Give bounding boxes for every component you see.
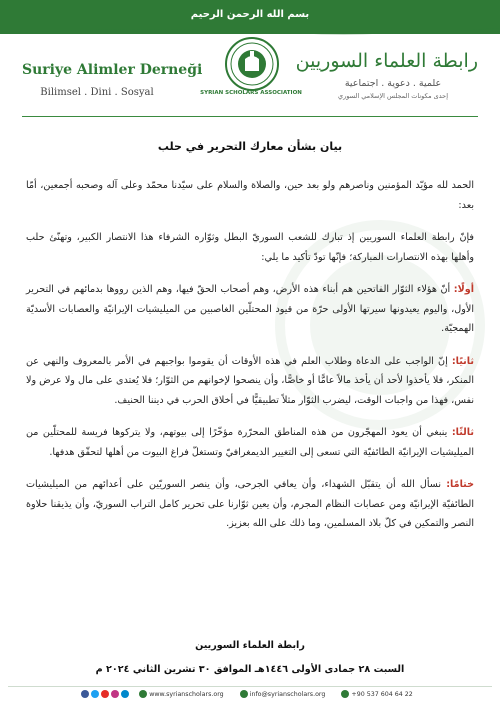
- paragraph-second: ثانيًا: إنّ الواجب على الدعاة وطلاب العلم في هذه الأوقات أن يقوموا بواجبهم في الأمر بالمعروف والنهي عن المنكر، فلا يأخذوا لأحد أن يأخذ مالاً عامًّا أو خاصًّا، وأن ينصحوا لإخوانهم من الثوّار؛ فلا يُعتدى على مال ولا عرض ولا نفس، فهذا من واجبات الوقت، ليضرب الثوّار مثلاً تطبيقيًّا في أخلاق الحرب في ديننا الحنيف.: [26, 355, 474, 406]
- signature-block: [0, 634, 500, 682]
- facebook-icon[interactable]: [81, 690, 89, 698]
- org-en-subtitle: Bilimsel . Dini . Sosyal: [40, 87, 154, 98]
- org-name-english: [22, 62, 203, 98]
- footer-contacts: [0, 690, 500, 698]
- instagram-icon[interactable]: [111, 690, 119, 698]
- footer: [0, 684, 500, 707]
- org-ar-subtitle: علمية . دعوية . اجتماعية: [344, 78, 442, 89]
- point-label: ختامًا:: [446, 479, 474, 490]
- association-logo-icon: [214, 34, 290, 110]
- statement-body: [26, 176, 474, 547]
- paragraph-intro: الحمد لله مؤيّد المؤمنين وناصرهم ولو بعد حين، والصلاة والسلام على سيّدنا محمّد وعلى آله وصحبه أجمعين، أمّا بعد:: [26, 180, 474, 211]
- basmala: بسم الله الرحمن الرحيم: [190, 9, 310, 20]
- paragraph-third: ثالثًا: ينبغي أن يعود المهجّرون من هذه المناطق المحرّرة مؤخّرًا إلى بيوتهم، ولا يتركوها فريسة للمحتلّين من الميليشيات الإيرانيّة الطائفيّة التي تسعى إلى التغيير الديمغرافيّ وتستغلّ فراغ البيوت من أهلها لتحقّق هدفها.: [26, 427, 474, 458]
- telegram-icon[interactable]: [121, 690, 129, 698]
- globe-icon: [139, 690, 147, 698]
- signature-name: رابطة العلماء السوريين: [195, 640, 305, 651]
- phone-icon: [341, 690, 349, 698]
- footer-divider: [8, 686, 492, 687]
- signature-date: السبت ٢٨ جمادى الأولى ١٤٤٦هـ الموافق ٣٠ تشرين الثاني ٢٠٢٤ م: [95, 664, 405, 675]
- point-label: ثانيًا:: [451, 355, 474, 367]
- statement-title: بيان بشأن معارك التحرير في حلب: [157, 140, 343, 153]
- paragraph-preamble: فإنّ رابطة العلماء السوريين إذ تبارك للشعب السوريّ البطل وثوّاره الشرفاء هذا الانتصار الكبير، وتهنّئ حلب وأهلها بهذه الانتصارات المباركة؛ فإنّها تودّ تأكيد ما يلي:: [26, 232, 474, 263]
- twitter-icon[interactable]: [91, 690, 99, 698]
- email-icon: [240, 690, 248, 698]
- org-en-title: Suriye Alimler Derneği: [22, 62, 203, 78]
- org-ar-title: رابطة العلماء السوريين: [295, 50, 478, 72]
- phone-number[interactable]: +90 537 604 64 22: [351, 691, 413, 698]
- logo-caption: SYRIAN SCHOLARS ASSOCIATION: [200, 90, 302, 96]
- website-link[interactable]: www.syrianscholars.org: [149, 691, 224, 698]
- point-label: ثالثًا:: [451, 427, 474, 438]
- org-ar-affiliation: إحدى مكونات المجلس الإسلامي السوري: [337, 92, 448, 100]
- org-name-arabic: [295, 50, 478, 100]
- email-link[interactable]: info@syrianscholars.org: [249, 691, 326, 698]
- header-divider: [22, 116, 478, 117]
- paragraph-closing: ختامًا: نسأل الله أن يتقبّل الشهداء، وأن يعافي الجرحى، وأن ينصر السوريّين على أعدائهم من الميليشيات الطائفيّة الإيرانيّة ومن عصابات النظام المجرم، وأن يعين ثوّارنا على تحرير كامل التراب السوريّ، وأن يذيقنا حلاوة النصر والتمكين في كلّ بلاد المسلمين، وما ذلك على الله بعزيز.: [26, 479, 474, 529]
- point-label: أولًا:: [453, 284, 474, 295]
- paragraph-first: أولًا: أنّ هؤلاء الثوّار الفاتحين هم أبناء هذه الأرض، وهم أصحاب الحقّ فيها، وهم الذين رووها بدمائهم في التحرير الأول، واليوم يعيدونها سيرتها الأولى حرّة من قيود المحتلّين الغاصبين من الميليشيات الإيرانيّة والعصابات الأسديّة الهمجيّة.: [26, 284, 474, 334]
- youtube-icon[interactable]: [101, 690, 109, 698]
